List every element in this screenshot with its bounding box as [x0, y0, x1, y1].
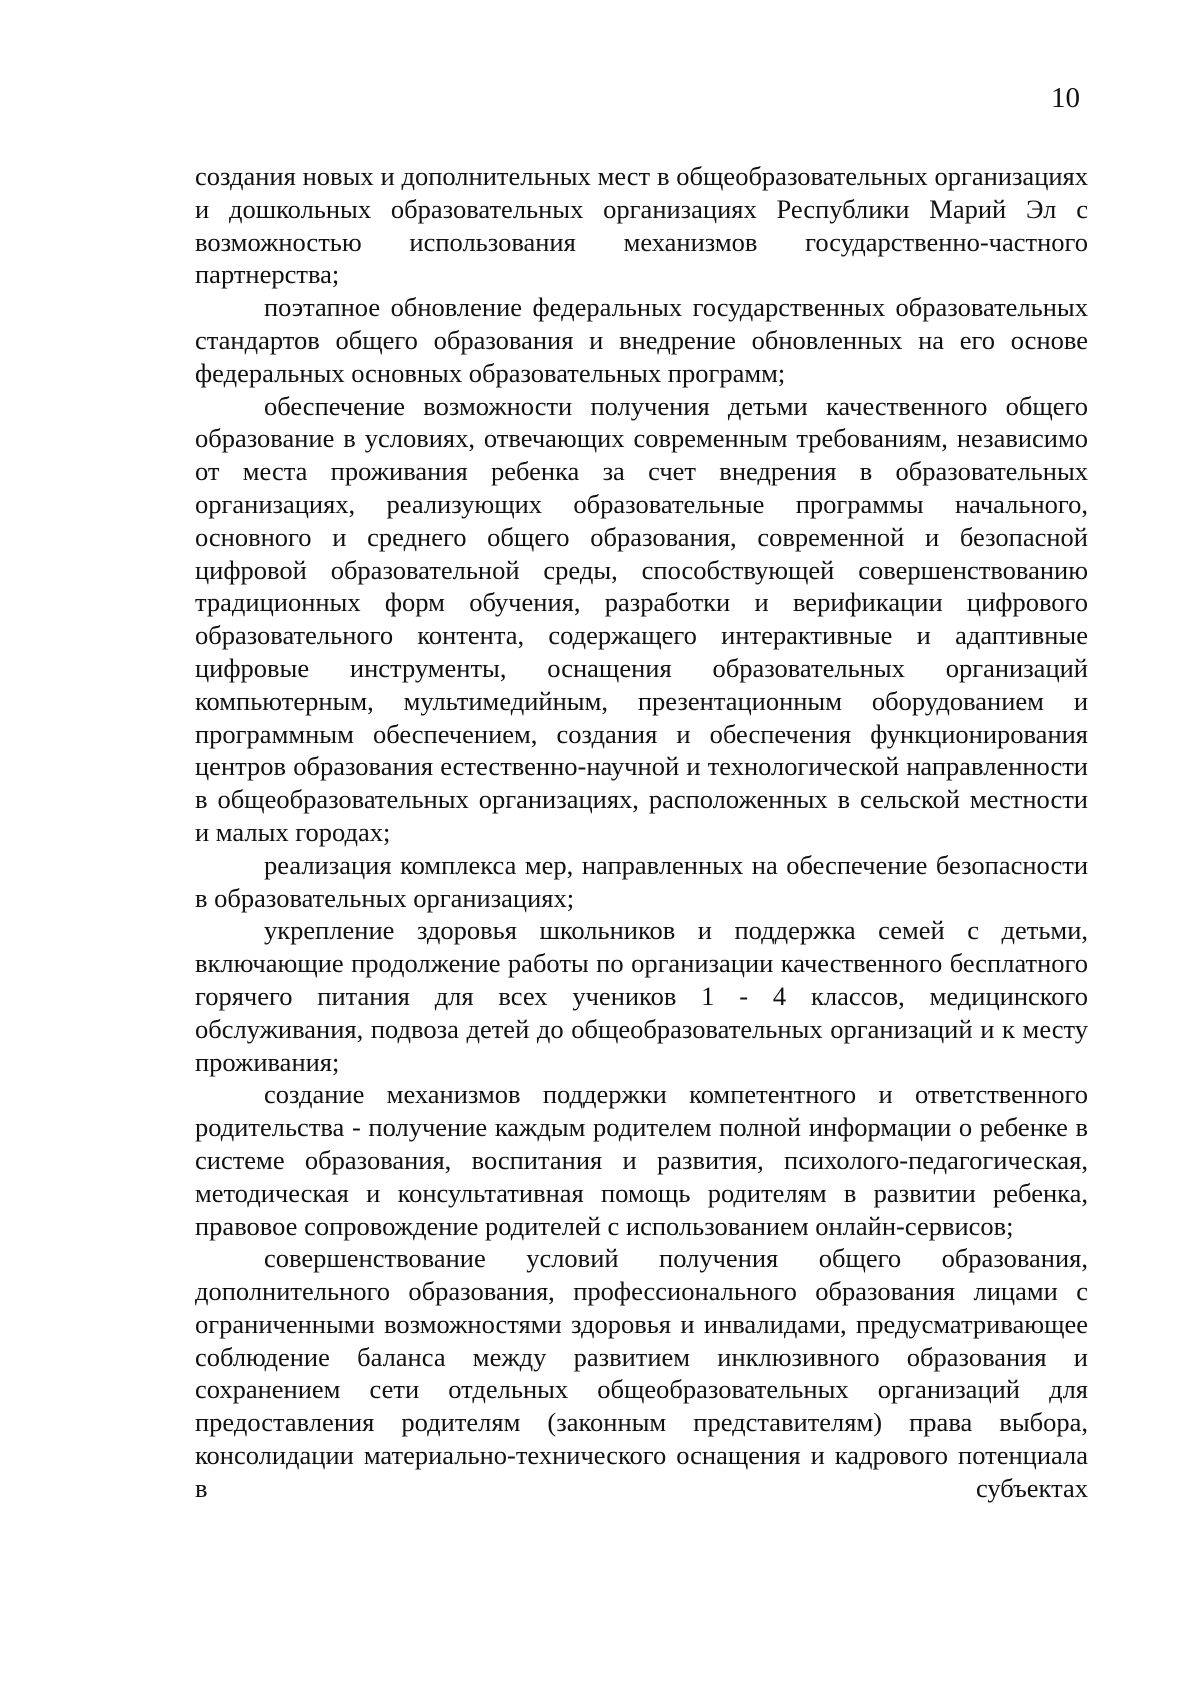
page-number: 10: [1051, 82, 1080, 114]
paragraph-new-places: создания новых и дополнительных мест в общеобразовательных организациях и дошкольных образовательных организациях Республики Марий Эл с возможностью использования механизмов государственно-частного партнерства;: [195, 161, 1088, 290]
document-body: [195, 160, 1088, 1505]
paragraph-inclusive-education: совершенствование условий получения общего образования, дополнительного образования, профессионального образования лицами с ограниченными возможностями здоровья и инвалидами, предусматривающее соблюдение баланса между развитием инклюзивного образования и сохранением сети отдельных общеобразовательных организаций для предоставления родителям (законным представителям) права выбора, консолидации материально-технического оснащения и кадрового потенциала в субъектах: [195, 1243, 1088, 1503]
paragraph-digital-environment: обеспечение возможности получения детьми качественного общего образование в условиях, отвечающих современным требованиям, независимо от места проживания ребенка за счет внедрения в образовательных организациях, реализующих образовательные программы начального, основного и среднего общего образования, современной и безопасной цифровой образовательной среды, способствующей совершенствованию традиционных форм обучения, разработки и верификации цифрового образовательного контента, содержащего интерактивные и адаптивные цифровые инструменты, оснащения образовательных организаций компьютерным, мультимедийным, презентационным оборудованием и программным обеспечением, создания и обеспечения функционирования центров образования естественно-научной и технологической направленности в общеобразовательных организациях, расположенных в сельской местности и малых городах;: [195, 390, 1088, 847]
paragraph-safety: реализация комплекса мер, направленных на обеспечение безопасности в образовательных организациях;: [195, 849, 1088, 913]
paragraph-parenting-support: создание механизмов поддержки компетентного и ответственного родительства - получение каждым родителем полной информации о ребенке в системе образования, воспитания и развития, психолого-педагогическая, методическая и консультативная помощь родителям в развитии ребенка, правовое сопровождение родителей с использованием онлайн-сервисов;: [195, 1079, 1088, 1241]
paragraph-standards-update: поэтапное обновление федеральных государственных образовательных стандартов общего образования и внедрение обновленных на его основе федеральных основных образовательных программ;: [195, 292, 1088, 388]
paragraph-health-support: укрепление здоровья школьников и поддержка семей с детьми, включающие продолжение работы по организации качественного бесплатного горячего питания для всех учеников 1 - 4 классов, медицинского обслуживания, подвоза детей до общеобразовательных организаций и к месту проживания;: [195, 915, 1088, 1077]
